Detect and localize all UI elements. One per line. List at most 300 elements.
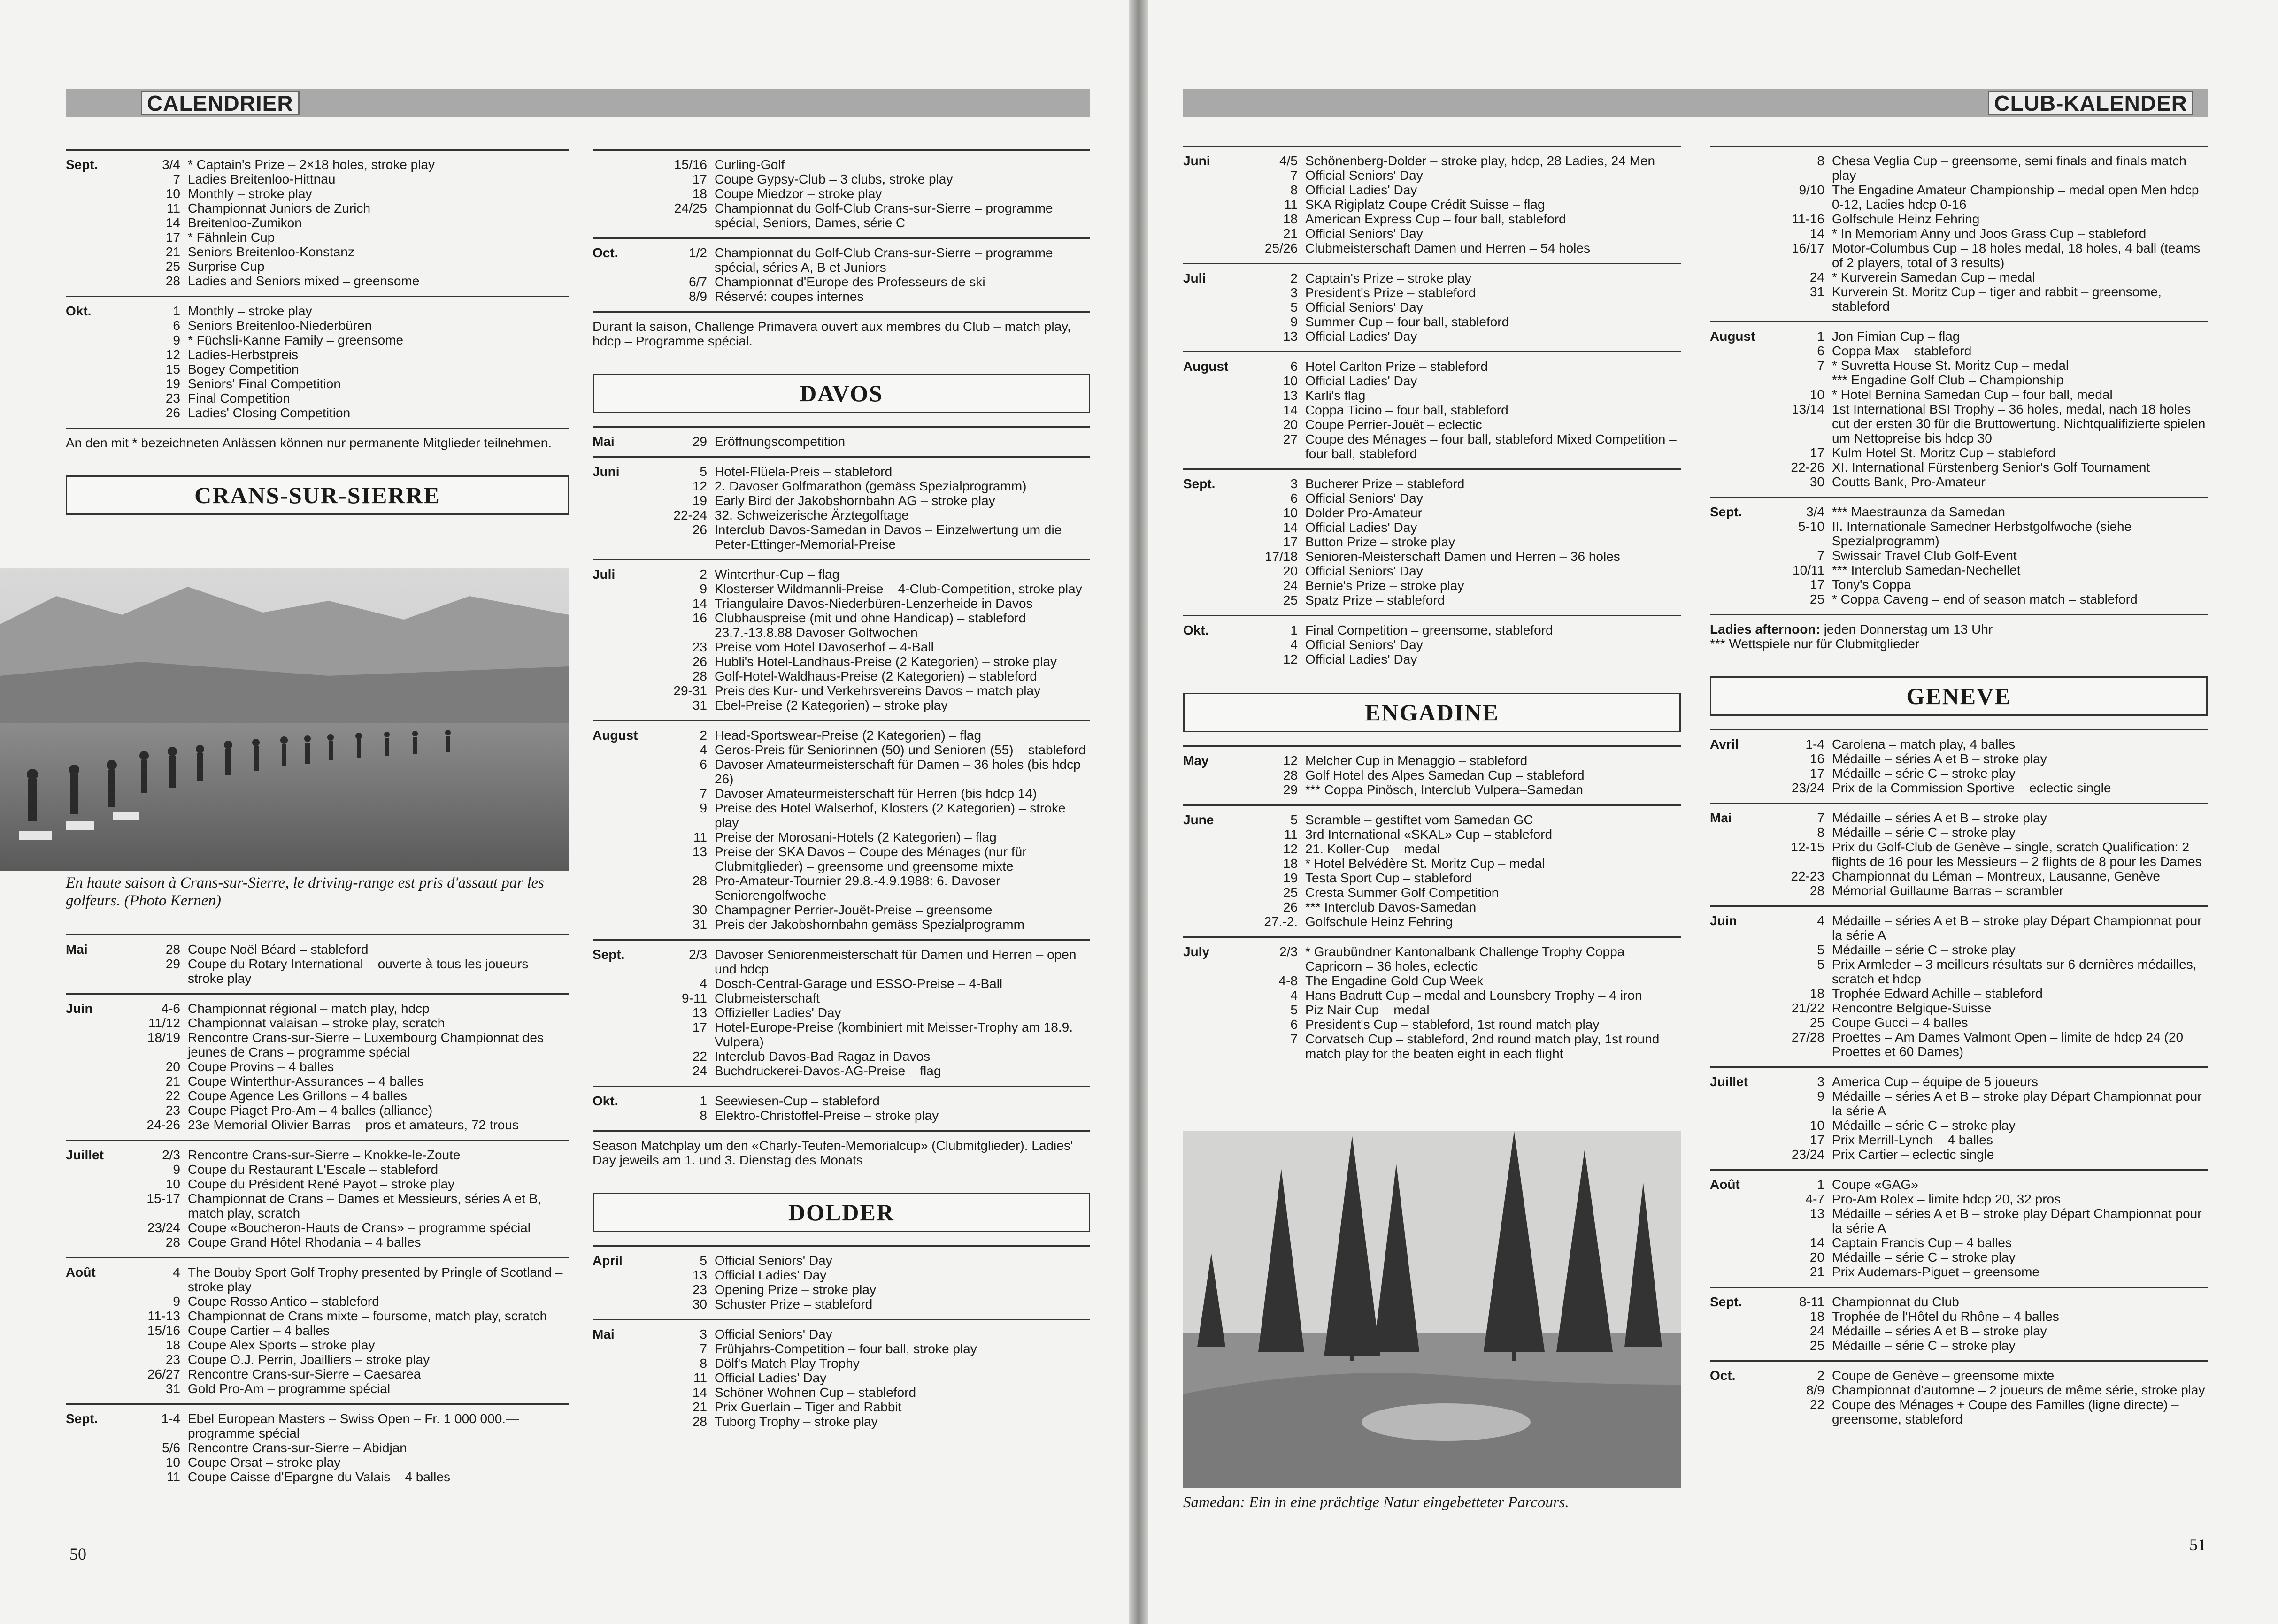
event-date: 21 — [692, 1400, 707, 1414]
month-block-juni — [593, 456, 1090, 559]
event-title: Rencontre Crans-sur-Sierre – Knokke-le-Zoute — [188, 1148, 461, 1162]
samedan-photo-caption: Samedan: Ein in eine prächtige Natur eingebetteter Parcours. — [1183, 1494, 1569, 1511]
event-title: Prix Merrill-Lynch – 4 balles — [1832, 1133, 1993, 1147]
event-row — [1254, 300, 1681, 314]
month-block-mai — [66, 934, 569, 993]
event-title: Hotel-Flüela-Preis – stableford — [715, 464, 893, 479]
event-date: 19 — [165, 376, 180, 391]
event-title: Coupe Cartier – 4 balles — [188, 1323, 330, 1338]
event-row — [1254, 226, 1681, 241]
event-title: Dolder Pro-Amateur — [1305, 506, 1422, 520]
month-label — [1710, 153, 1780, 314]
event-date: 16 — [1809, 751, 1824, 766]
event-date: 1/2 — [689, 245, 707, 260]
event-title: 3rd International «SKAL» Cup – stableford — [1305, 827, 1553, 842]
event-title: Schuster Prize – stableford — [715, 1297, 873, 1311]
event-date: 23 — [165, 1352, 180, 1367]
event-date: 24/25 — [674, 201, 707, 215]
event-row — [1780, 1147, 2208, 1162]
event-date: 8-11 — [1799, 1295, 1824, 1309]
month-block-juin — [1710, 905, 2208, 1066]
event-date: 7 — [173, 172, 180, 186]
event-row — [1780, 1015, 2208, 1030]
event-date: 4 — [1817, 913, 1824, 928]
event-title: Official Ladies' Day — [715, 1268, 827, 1282]
event-title: Championnat Juniors de Zurich — [188, 201, 371, 215]
event-date: 5-10 — [1798, 519, 1824, 534]
event-row — [1780, 781, 2208, 795]
event-date: 23 — [165, 1103, 180, 1118]
event-row — [136, 1367, 569, 1381]
event-title: Official Ladies' Day — [1305, 652, 1417, 666]
event-date: 14 — [692, 596, 707, 611]
event-row — [1780, 226, 2208, 241]
golf-course-image — [1183, 1131, 1681, 1488]
event-date: 23 — [165, 391, 180, 406]
event-row — [136, 1191, 569, 1220]
event-row — [1780, 241, 2208, 270]
event-date: 28 — [165, 1235, 180, 1249]
event-date: 2 — [1290, 271, 1298, 285]
month-label: Juli — [593, 567, 616, 582]
month-block-august — [1710, 321, 2208, 497]
event-title: Final Competition – greensome, stableford — [1305, 623, 1553, 637]
event-row — [136, 318, 569, 333]
event-row — [136, 333, 569, 347]
event-title: Coppa Ticino – four ball, stableford — [1305, 403, 1508, 417]
event-title: Schönenberg-Dolder – stroke play, hdcp, 28 Ladies, 24 Men — [1305, 153, 1655, 168]
right-page — [1148, 0, 2278, 1624]
event-title: 21. Koller-Cup – medal — [1305, 842, 1440, 856]
month-block-okt — [1183, 615, 1681, 674]
month-label: Sept. — [66, 1411, 98, 1426]
event-title: Coupe Gypsy-Club – 3 clubs, stroke play — [715, 172, 953, 186]
event-date: 11 — [1284, 827, 1298, 842]
calendar-continuation — [1710, 146, 2208, 321]
event-title: Hubli's Hotel-Landhaus-Preise (2 Kategorien) – stroke play — [715, 654, 1057, 669]
event-title: XI. International Fürstenberg Senior's Golf Tournament — [1832, 460, 2150, 475]
event-row — [1780, 1309, 2208, 1324]
event-title: Official Ladies' Day — [1305, 183, 1417, 197]
event-row — [136, 1103, 569, 1118]
event-row — [1780, 1295, 2208, 1309]
event-title: Coupe Caisse d'Epargne du Valais – 4 balles — [188, 1470, 450, 1484]
event-title: America Cup – équipe de 5 joueurs — [1832, 1074, 2038, 1089]
event-date: 1 — [700, 1094, 707, 1108]
event-row — [1254, 432, 1681, 461]
event-row — [1780, 986, 2208, 1001]
event-row — [1780, 183, 2208, 212]
event-title: Davoser Amateurmeisterschaft für Damen – 36 holes (bis hdcp 26) — [715, 757, 1081, 786]
event-title: Schöner Wohnen Cup – stableford — [715, 1385, 916, 1400]
event-date: 4 — [173, 1265, 180, 1279]
event-title: Dosch-Central-Garage und ESSO-Preise – 4-Ball — [715, 976, 1003, 991]
event-date: 17 — [1809, 577, 1824, 592]
event-row — [136, 1148, 569, 1162]
event-title: Eröffnungscompetition — [715, 434, 846, 449]
event-title: Ladies and Seniors mixed – greensome — [188, 274, 420, 288]
event-date: 2 — [1817, 1368, 1824, 1383]
event-date: 23/24 — [1791, 1147, 1824, 1162]
event-date: 1 — [173, 304, 180, 318]
event-row — [663, 698, 1090, 712]
event-date: 5 — [1817, 957, 1824, 972]
event-row — [136, 1177, 569, 1191]
event-row — [663, 289, 1090, 304]
event-title: Ladies' Closing Competition — [188, 406, 351, 420]
event-row — [1780, 751, 2208, 766]
month-label: Juillet — [1710, 1074, 1748, 1089]
event-row — [663, 1108, 1090, 1123]
event-title: Official Ladies' Day — [1305, 520, 1417, 535]
event-date: 5 — [700, 1253, 707, 1268]
event-title: Médaille – série C – stroke play — [1832, 825, 2016, 840]
event-date: 7 — [1290, 168, 1298, 183]
event-date: 9 — [700, 801, 707, 815]
month-block-sept — [1183, 468, 1681, 615]
event-title: Scramble – gestiftet vom Samedan GC — [1305, 812, 1533, 827]
event-title: Médaille – séries A et B – stroke play — [1832, 751, 2047, 766]
event-date: 25 — [1283, 593, 1298, 607]
event-date: 10 — [1283, 506, 1298, 520]
event-row — [1780, 358, 2208, 373]
event-date: 10 — [1809, 387, 1824, 402]
book-gutter — [1129, 0, 1148, 1624]
event-title: The Engadine Gold Cup Week — [1305, 973, 1484, 988]
event-title: Coupe Grand Hôtel Rhodania – 4 balles — [188, 1235, 421, 1249]
event-title: Golf-Hotel-Waldhaus-Preise (2 Kategorien) – stableford — [715, 669, 1037, 683]
event-date: 12 — [1283, 753, 1298, 768]
event-title: Golfschule Heinz Fehring — [1305, 914, 1453, 929]
event-title: Médaille – séries A et B – stroke play Départ Championnat pour la série A — [1832, 1206, 2202, 1235]
event-title: Opening Prize – stroke play — [715, 1282, 876, 1297]
event-row — [663, 508, 1090, 522]
month-block-juillet — [1710, 1066, 2208, 1169]
event-title: Captain's Prize – stroke play — [1305, 271, 1471, 285]
event-date: 13 — [692, 844, 707, 859]
event-date — [1780, 373, 1832, 387]
event-row — [1254, 520, 1681, 535]
event-title: * Captain's Prize – 2×18 holes, stroke play — [188, 157, 435, 172]
event-date: 17 — [165, 230, 180, 245]
event-row — [1254, 314, 1681, 329]
month-label: Juin — [1710, 913, 1737, 928]
event-date: 20 — [1283, 564, 1298, 578]
event-row — [1254, 1003, 1681, 1017]
event-title: Interclub Davos-Samedan in Davos – Einzelwertung um die Peter-Ettinger-Memorial-Preise — [715, 522, 1062, 552]
event-date: 23 — [692, 1282, 707, 1297]
event-date: 14 — [692, 1385, 707, 1400]
calendar-note: Durant la saison, Challenge Primavera ouvert aux membres du Club – match play, hdcp – Programme spécial. — [593, 311, 1090, 355]
event-title: Coppa Max – stableford — [1832, 344, 1972, 358]
event-date: 21 — [1283, 226, 1298, 241]
event-title: Coupe Noël Béard – stableford — [188, 942, 369, 957]
event-date: 17 — [692, 1020, 707, 1034]
month-block-ao-t — [66, 1257, 569, 1403]
event-title: Frühjahrs-Competition – four ball, stroke play — [715, 1341, 977, 1356]
event-title: * Hotel Belvédère St. Moritz Cup – medal — [1305, 856, 1545, 871]
event-row — [663, 1414, 1090, 1429]
event-title: Surprise Cup — [188, 259, 265, 274]
event-date: 23/24 — [147, 1220, 180, 1235]
event-date: 3 — [700, 1327, 707, 1341]
event-row — [1254, 914, 1681, 929]
event-date: 14 — [1283, 520, 1298, 535]
month-block-sept — [66, 1403, 569, 1492]
event-date: 5 — [700, 464, 707, 479]
event-title: Coupe Agence Les Grillons – 4 balles — [188, 1088, 407, 1103]
event-row — [136, 362, 569, 376]
event-date: 4-8 — [1278, 973, 1298, 988]
event-date: 7 — [700, 1341, 707, 1356]
event-title: Coutts Bank, Pro-Amateur — [1832, 475, 1986, 489]
month-block-july — [1183, 936, 1681, 1068]
event-date: 16 — [692, 611, 707, 625]
event-row — [136, 1030, 569, 1059]
event-date: 22 — [1809, 1397, 1824, 1412]
event-date: 24 — [692, 1064, 707, 1078]
month-block-oct — [1710, 1360, 2208, 1434]
event-row — [1780, 737, 2208, 751]
month-label: Sept. — [1183, 476, 1216, 491]
event-title: Médaille – séries A et B – stroke play Départ Championnat pour la série A — [1832, 913, 2202, 942]
event-row — [1254, 535, 1681, 549]
left-page-number: 50 — [69, 1545, 86, 1563]
event-row — [1780, 1206, 2208, 1235]
event-title: Championnat du Golf-Club Crans-sur-Sierre – programme spécial, Seniors, Dames, série C — [715, 201, 1053, 230]
event-date: 5 — [1290, 1003, 1298, 1017]
event-date: 8 — [1817, 825, 1824, 840]
event-date: 11 — [1284, 197, 1298, 212]
event-date: 27.-2. — [1264, 914, 1298, 929]
event-date: 21 — [165, 245, 180, 259]
event-row — [1254, 944, 1681, 973]
event-title: Coupe O.J. Perrin, Joailliers – stroke play — [188, 1352, 430, 1367]
event-row — [1254, 549, 1681, 564]
event-title: Championnat du Golf-Club Crans-sur-Sierre – programme spécial, séries A, B et Juniors — [715, 245, 1053, 275]
event-title: Karli's flag — [1305, 388, 1366, 403]
event-title: Hotel-Europe-Preise (kombiniert mit Meisser-Trophy am 18.9. Vulpera) — [715, 1020, 1073, 1049]
event-date: 21 — [165, 1074, 180, 1088]
event-title: Offizieller Ladies' Day — [715, 1005, 841, 1020]
month-label: Mai — [66, 942, 88, 957]
event-date: 8/9 — [689, 289, 707, 304]
month-block-sept — [1710, 1287, 2208, 1360]
event-title: Seniors Breitenloo-Niederbüren — [188, 318, 372, 333]
note-text-members: *** Wettspiele nur für Clubmitglieder — [1710, 636, 1920, 651]
event-date: 17 — [1809, 766, 1824, 781]
event-row — [1254, 374, 1681, 388]
event-row — [1254, 359, 1681, 374]
event-row — [1254, 564, 1681, 578]
month-label: Oct. — [1710, 1368, 1736, 1383]
event-row — [663, 1049, 1090, 1064]
event-title: Official Seniors' Day — [715, 1327, 832, 1341]
month-label: August — [1710, 329, 1755, 344]
event-row — [663, 903, 1090, 917]
event-row — [136, 1118, 569, 1132]
event-date: 22 — [692, 1049, 707, 1064]
event-title: Official Ladies' Day — [715, 1371, 827, 1385]
event-title: * Füchsli-Kanne Family – greensome — [188, 333, 404, 347]
event-row — [1780, 1368, 2208, 1383]
event-date: 15 — [165, 362, 180, 376]
event-row — [663, 464, 1090, 479]
month-block-avril — [1710, 729, 2208, 803]
event-date: 17 — [1283, 535, 1298, 549]
event-row — [663, 596, 1090, 611]
event-title: Buchdruckerei-Davos-AG-Preise – flag — [715, 1064, 941, 1078]
event-title: Monthly – stroke play — [188, 186, 312, 201]
event-date: 31 — [692, 917, 707, 932]
event-title: * In Memoriam Anny und Joos Grass Cup – stableford — [1832, 226, 2147, 241]
month-block-mai — [593, 1319, 1090, 1436]
event-row — [1254, 285, 1681, 300]
month-label: Août — [66, 1265, 96, 1279]
event-date: 17 — [692, 172, 707, 186]
month-label — [593, 157, 663, 230]
month-block-june — [1183, 804, 1681, 936]
event-title: Coupe Perrier-Jouët – eclectic — [1305, 417, 1482, 432]
event-title: *** Engadine Golf Club – Championship — [1832, 373, 2064, 387]
event-date: 26 — [692, 654, 707, 669]
event-title: *** Coppa Pinösch, Interclub Vulpera–Samedan — [1305, 782, 1584, 797]
event-date: 15/16 — [674, 157, 707, 172]
event-title: Rencontre Crans-sur-Sierre – Abidjan — [188, 1440, 407, 1455]
event-row — [136, 1074, 569, 1088]
event-date: 28 — [692, 1414, 707, 1429]
event-date: 13 — [1809, 1206, 1824, 1221]
event-title: Coupe Alex Sports – stroke play — [188, 1338, 375, 1352]
event-date: 2/3 — [689, 947, 707, 962]
event-date: 8 — [700, 1108, 707, 1123]
event-title: Coupe Rosso Antico – stableford — [188, 1294, 379, 1309]
event-title: Captain Francis Cup – 4 balles — [1832, 1235, 2012, 1250]
event-title: Preise der SKA Davos – Coupe des Ménages (nur für Clubmitglieder) – greensome und greensome mixte — [715, 844, 1027, 873]
event-title: Chesa Veglia Cup – greensome, semi finals and finals match play — [1832, 153, 2186, 183]
event-title: Coupe de Genève – greensome mixte — [1832, 1368, 2055, 1383]
event-date: 17/18 — [1264, 549, 1298, 564]
event-date: 24 — [1809, 1324, 1824, 1338]
event-row — [1254, 782, 1681, 797]
event-row — [136, 1440, 569, 1455]
event-date: 24 — [1283, 578, 1298, 593]
event-date: 27 — [1283, 432, 1298, 446]
event-title: Geros-Preis für Seniorinnen (50) und Senioren (55) – stableford — [715, 743, 1086, 757]
event-date: 18 — [1283, 212, 1298, 226]
event-date: 26/27 — [147, 1367, 180, 1381]
event-row — [1254, 652, 1681, 666]
event-row — [1254, 623, 1681, 637]
event-row — [1780, 766, 2208, 781]
event-row — [136, 1016, 569, 1030]
month-block-ao-t — [1710, 1169, 2208, 1287]
event-title: Interclub Davos-Bad Ragaz in Davos — [715, 1049, 931, 1064]
month-label: Okt. — [66, 304, 92, 318]
event-title: Official Ladies' Day — [1305, 329, 1417, 344]
calendar-note: Season Matchplay um den «Charly-Teufen-Memorialcup» (Clubmitglieder). Ladies' Day jeweils am 1. und 3. Dienstag des Monats — [593, 1130, 1090, 1174]
event-title: Championnat de Crans mixte – foursome, match play, scratch — [188, 1309, 547, 1323]
month-block-oct — [593, 237, 1090, 311]
event-title: Klosterser Wildmannli-Preise – 4-Club-Competition, stroke play — [715, 582, 1082, 596]
event-row — [136, 1470, 569, 1484]
event-date: 1 — [1817, 329, 1824, 344]
section-heading-geneve: GENEVE — [1710, 676, 2208, 716]
event-title: *** Interclub Samedan-Nechellet — [1832, 563, 2021, 577]
event-date: 15-17 — [146, 1191, 180, 1206]
event-row — [663, 801, 1090, 830]
event-row — [1780, 869, 2208, 883]
event-date: 8 — [1817, 153, 1824, 168]
event-row — [663, 1253, 1090, 1268]
event-row — [1780, 1177, 2208, 1192]
event-title: *** Maestraunza da Samedan — [1832, 505, 2005, 519]
event-date: 9 — [1290, 314, 1298, 329]
event-title: * Kurverein Samedan Cup – medal — [1832, 270, 2035, 284]
event-row — [663, 567, 1090, 582]
month-label: Okt. — [1183, 623, 1209, 637]
event-date: 28 — [1809, 883, 1824, 898]
event-date: 3/4 — [162, 157, 180, 172]
event-title: Hotel Carlton Prize – stableford — [1305, 359, 1488, 374]
event-row — [1780, 913, 2208, 942]
event-row — [663, 1297, 1090, 1311]
event-title: Médaille – série C – stroke play — [1832, 766, 2016, 781]
event-row — [136, 406, 569, 420]
month-label: Juni — [593, 464, 620, 479]
event-date: 28 — [165, 942, 180, 957]
event-title: Button Prize – stroke play — [1305, 535, 1455, 549]
event-date: 14 — [1809, 226, 1824, 241]
event-row — [663, 786, 1090, 801]
event-date: 25 — [1809, 592, 1824, 606]
samedan-course-photo — [1183, 1131, 1681, 1488]
event-title: Championnat d'automne – 2 joueurs de même série, stroke play — [1832, 1383, 2205, 1397]
month-label: Sept. — [593, 947, 625, 962]
event-row — [136, 1455, 569, 1470]
event-date: 26 — [165, 406, 180, 420]
club-kalender-title: CLUB-KALENDER — [1988, 91, 2193, 115]
event-row — [136, 259, 569, 274]
event-title: * Coppa Caveng – end of season match – stableford — [1832, 592, 2138, 606]
event-row — [1254, 753, 1681, 768]
event-title: SKA Rigiplatz Coupe Crédit Suisse – flag — [1305, 197, 1545, 212]
event-title: Ladies Breitenloo-Hittnau — [188, 172, 336, 186]
event-title: Coupe Miedzor – stroke play — [715, 186, 882, 201]
event-row — [663, 1400, 1090, 1414]
event-row — [136, 186, 569, 201]
event-date: 11-13 — [147, 1309, 180, 1323]
event-row — [136, 391, 569, 406]
event-title: Coupe des Ménages – four ball, stableford Mixed Competition – four ball, stableford — [1305, 432, 1677, 461]
event-date: 10/11 — [1793, 563, 1824, 577]
event-date: 31 — [1809, 284, 1824, 299]
event-title: Médaille – séries A et B – stroke play Départ Championnat pour la série A — [1832, 1089, 2202, 1118]
event-date: 4/5 — [1279, 153, 1298, 168]
month-block-juillet — [66, 1140, 569, 1257]
event-row — [1780, 840, 2208, 869]
event-date: 7 — [1290, 1032, 1298, 1046]
event-row — [1254, 768, 1681, 782]
event-date: 10 — [165, 186, 180, 201]
month-label: Sept. — [1710, 1295, 1742, 1309]
event-title: Early Bird der Jakobshornbahn AG – stroke play — [715, 493, 995, 508]
event-row — [663, 1385, 1090, 1400]
event-title: Championnat de Crans – Dames et Messieurs, séries A et B, match play, scratch — [188, 1191, 542, 1220]
event-date: 22 — [165, 1088, 180, 1103]
event-date: 12 — [1283, 652, 1298, 666]
month-block-mai — [593, 426, 1090, 456]
